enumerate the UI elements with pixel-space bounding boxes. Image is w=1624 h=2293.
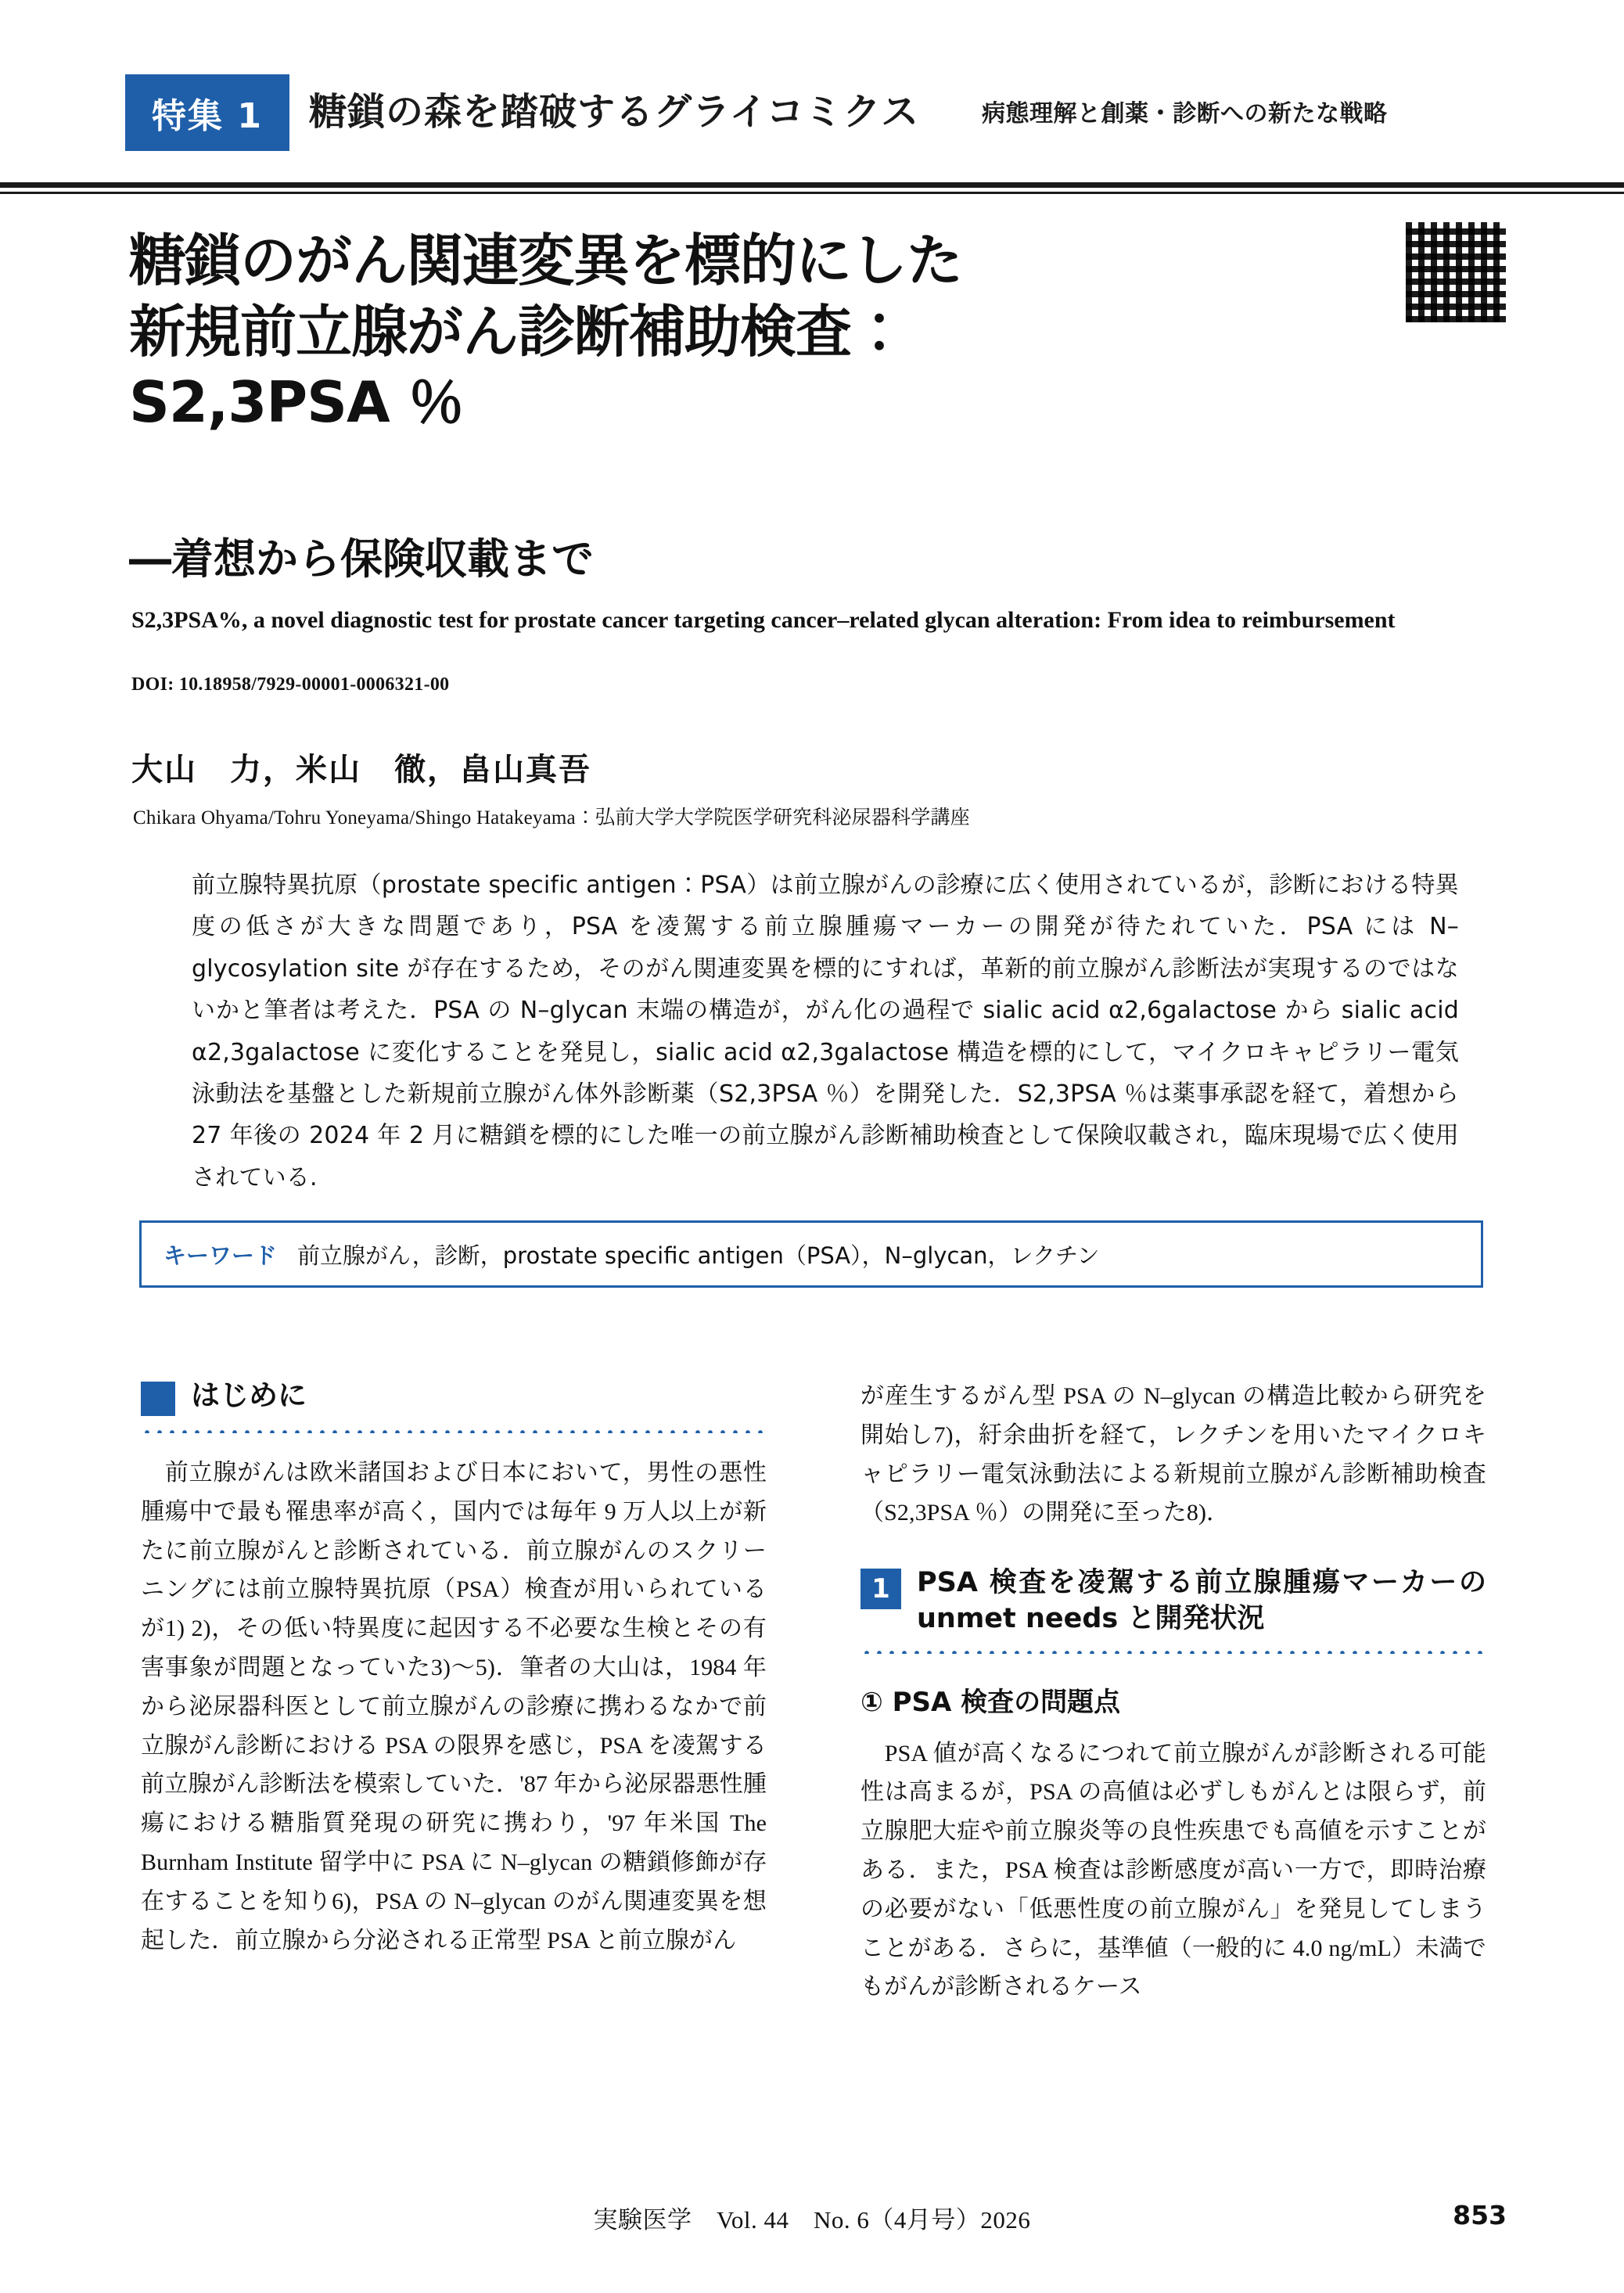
section-number-badge: 1 — [861, 1569, 901, 1609]
keywords-label: キーワード — [163, 1242, 278, 1269]
section-heading-1 — [861, 1565, 1486, 1637]
author-list: 大山 力，米山 徹，畠山真吾 — [131, 752, 591, 788]
feature-subtitle: 病態理解と創薬・診断への新たな戦略 — [982, 100, 1388, 128]
section1-paragraph: PSA 値が高くなるにつれて前立腺がんが診断される可能性は高まるが，PSA の高値は必ずしもがんとは限らず，前立腺肥大症や前立腺炎等の良性疾患でも高値を示すことがある．また，PSA 検査は診断感度が高い一方で，即時治療の必要がない「低悪性度の前立腺がん」を発見してしまうことがある．さらに，基準値（一般的に 4.0 ng/mL）未満でもがんが診断されるケース — [861, 1740, 1486, 2000]
abstract-text: 前立腺特異抗原（prostate specific antigen：PSA）は前立腺がんの診療に広く使用されているが，診断における特異度の低さが大きな問題であり，PSA を凌駕する前立腺腫瘍マーカーの開発が待たれていた．PSA には N–glycosylation site が存在するため，そのがん関連変異を標的にすれば，革新的前立腺がん診断法が実現するのではないかと筆者は考えた．PSA の N–glycan 末端の構造が，がん化の過程で sialic acid α2,6galactose から sialic acid α2,3galactose に変化することを発見し，sialic acid α2,3galactose 構造を標的にして，マイクロキャピラリー電気泳動法を基盤とした新規前立腺がん体外診断薬（S2,3PSA ％）を開発した．S2,3PSA ％は薬事承認を経て，着想から 27 年後の 2024 年 2 月に糖鎖を標的にした唯一の前立腺がん診断補助検査として保険収載され，臨床現場で広く使用されている. — [192, 872, 1459, 1191]
body-column-right — [861, 1377, 1486, 2007]
section-dotted-rule-1 — [861, 1646, 1486, 1654]
section-title-1: PSA 検査を凌駕する前立腺腫瘍マーカーの unmet needs と開発状況 — [917, 1567, 1486, 1634]
keywords-box — [139, 1220, 1483, 1288]
page-number: 853 — [1453, 2200, 1507, 2230]
section-heading-intro — [141, 1377, 767, 1416]
feature-title: 糖鎖の森を踏破するグライコミクス — [309, 90, 920, 134]
keywords-text: 前立腺がん，診断，prostate specific antigen（PSA），N–glycan，レクチン — [297, 1242, 1100, 1269]
feature-tab — [125, 74, 289, 151]
english-title: S2,3PSA%, a novel diagnostic test for prostate cancer targeting cancer–related glycan alteration: From idea to reimbursement — [131, 607, 1396, 633]
doi-text: DOI: 10.18958/7929-00001-0006321-00 — [131, 674, 450, 695]
banner-divider-thin — [0, 192, 1624, 194]
page-subtitle: ―着想から保険収載まで — [129, 534, 594, 584]
page-title: 糖鎖のがん関連変異を標的にした 新規前立腺がん診断補助検査： S2,3PSA ％ — [129, 228, 963, 436]
section-marker-icon — [141, 1382, 175, 1416]
banner-divider-thick — [0, 182, 1624, 188]
issue-banner — [0, 0, 1624, 196]
section-dotted-rule — [141, 1425, 767, 1433]
qr-code-icon — [1404, 221, 1507, 324]
section-title-intro: はじめに — [191, 1378, 307, 1412]
feature-tab-label: 特集 1 — [152, 96, 263, 136]
footer-journal-info: 実験医学 Vol. 44 No. 6（4月号）2026 — [593, 2206, 1031, 2234]
body-column-left — [141, 1377, 767, 1960]
intro-paragraph: 前立腺がんは欧米諸国および日本において，男性の悪性腫瘍中で最も罹患率が高く，国内では毎年 9 万人以上が新たに前立腺がんと診断されている．前立腺がんのスクリーニングには前立腺特異抗原（PSA）検査が用いられているが1) 2)，その低い特異度に起因する不必要な生検とその有害事象が問題となっていた3)〜5)．筆者の大山は，1984 年から泌尿器科医として前立腺がんの診療に携わるなかで前立腺がん診断における PSA の限界を感じ，PSA を凌駕する前立腺がん診断法を模索していた．'87 年から泌尿器悪性腫瘍における糖脂質発現の研究に携わり，'97 年米国 The Burnham Institute 留学中に PSA に N–glycan の糖鎖修飾が存在することを知り6)，PSA の N–glycan のがん関連変異を想起した．前立腺から分泌される正常型 PSA と前立腺がん — [141, 1460, 767, 1953]
intro-continued-paragraph: が産生するがん型 PSA の N–glycan の構造比較から研究を開始し7)，紆余曲折を経て，レクチンを用いたマイクロキャピラリー電気泳動法による新規前立腺がん診断補助検査（S2,3PSA ％）の開発に至った8)． — [861, 1383, 1486, 1526]
subsection-title-1: ① PSA 検査の問題点 — [861, 1687, 1121, 1719]
author-affiliation: Chikara Ohyama/Tohru Yoneyama/Shingo Hatakeyama：弘前大学大学院医学研究科泌尿器科学講座 — [133, 807, 970, 828]
